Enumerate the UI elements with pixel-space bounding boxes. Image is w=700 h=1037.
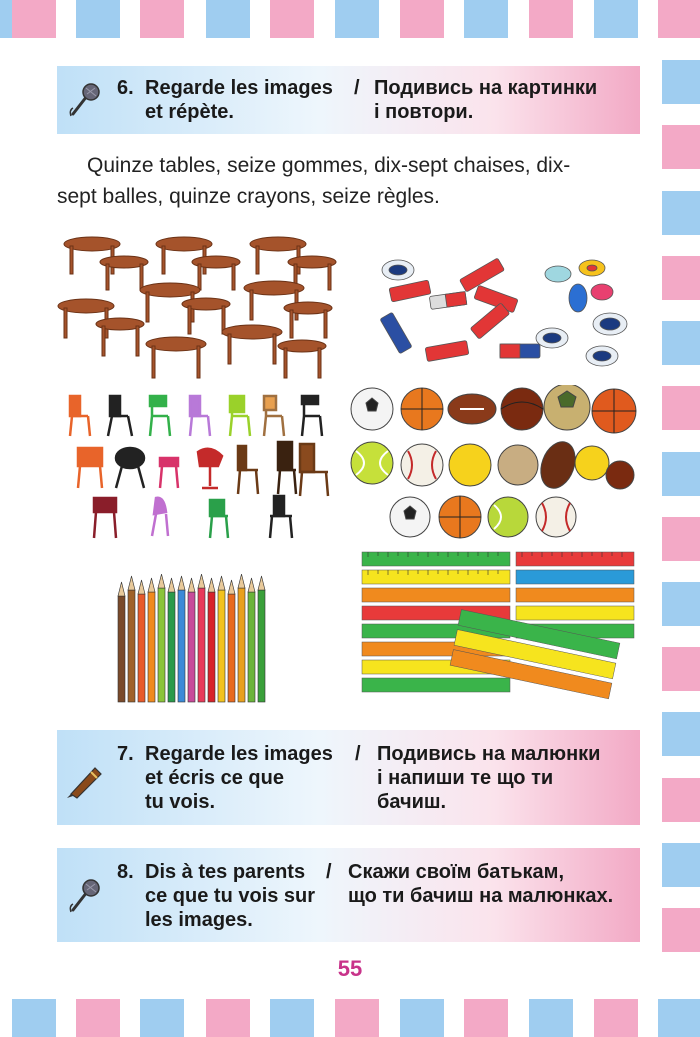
exercise-8-fr-line-2: ce que tu vois sur — [145, 885, 316, 907]
pencils-image — [114, 574, 274, 704]
page-number: 55 — [337, 956, 363, 981]
exercise-7-uk-line-1: Подивись на малюнки — [377, 743, 601, 765]
exercise-8-fr-line-3: les images. — [145, 909, 253, 931]
exercise-6-banner — [57, 66, 640, 134]
exercise-7-uk-line-2: і напиши те що ти — [377, 767, 554, 789]
exercise-7-fr-line-2: et écris ce que — [145, 767, 284, 789]
exercise-6-number: 6. — [117, 77, 134, 99]
exercise-7-banner — [57, 730, 640, 825]
exercise-6-separator: / — [354, 77, 360, 99]
microphone-icon — [67, 878, 103, 914]
rulers-image — [358, 548, 640, 700]
exercise-7-uk-line-3: бачиш. — [377, 791, 447, 813]
exercise-6-uk-line-1: Подивись на картинки — [374, 77, 598, 99]
exercise-8-uk-line-2: що ти бачиш на малюнках. — [348, 885, 614, 907]
chairs-image — [60, 392, 340, 542]
exercise-6-fr-line-2: et répète. — [145, 101, 234, 123]
exercise-7-number: 7. — [117, 743, 134, 765]
pen-icon — [65, 760, 105, 800]
exercise-8-banner — [57, 848, 640, 942]
intro-line-1: Quinze tables, seize gommes, dix-sept chaises, dix- — [87, 154, 571, 177]
exercise-7-separator: / — [355, 743, 361, 765]
microphone-icon — [67, 82, 103, 118]
exercise-8-separator: / — [326, 861, 332, 883]
exercise-6-uk-line-2: і повтори. — [374, 101, 474, 123]
erasers-image — [370, 240, 640, 375]
exercise-7-fr-line-1: Regarde les images — [145, 743, 333, 765]
exercise-7-fr-line-3: tu vois. — [145, 791, 216, 813]
balls-image — [346, 385, 640, 545]
intro-text — [57, 150, 640, 212]
exercise-8-uk-line-1: Скажи своїм батькам, — [348, 861, 565, 883]
exercise-8-number: 8. — [117, 861, 134, 883]
tables-image — [56, 232, 341, 382]
intro-line-2: sept balles, quinze crayons, seize règles. — [57, 185, 440, 208]
exercise-8-fr-line-1: Dis à tes parents — [145, 861, 306, 883]
exercise-6-fr-line-1: Regarde les images — [145, 77, 333, 99]
